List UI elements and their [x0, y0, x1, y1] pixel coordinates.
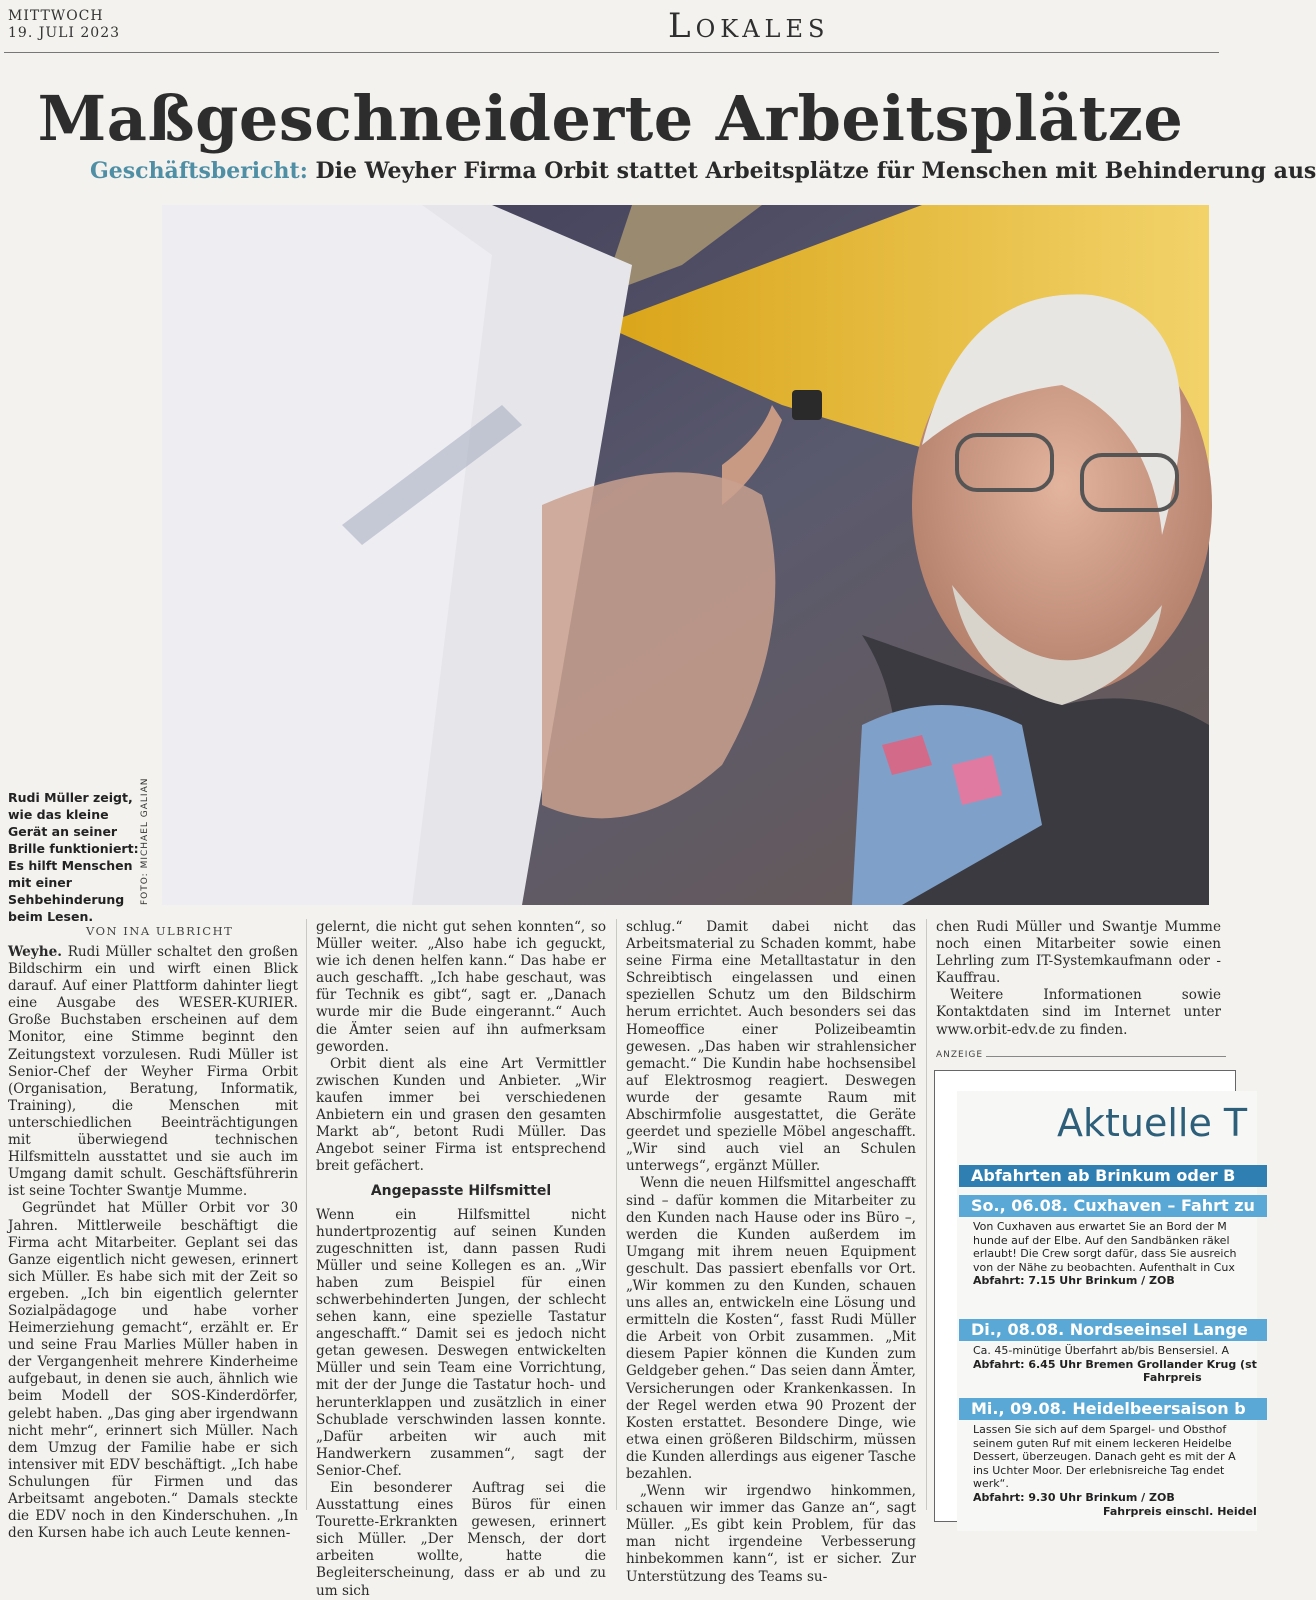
headline: Maßgeschneiderte Arbeitsplätze	[37, 82, 1184, 155]
ad-trip-text: Lassen Sie sich auf dem Spargel- und Obsthof seinem guten Ruf mit einem leckeren Heidelbe Dessert, überzeugen. Danach geht es mit der A ins Uchter Moor. Der erlebnisreiche Tag endet werk“. Abfahrt: 9.30 Uhr Brinkum / ZOB Fahrpreis einschl. Heidel	[973, 1423, 1257, 1518]
article-photo	[162, 205, 1209, 905]
subheadline	[90, 158, 1316, 184]
ad-rule	[986, 1056, 1226, 1057]
ad-content	[957, 1091, 1257, 1531]
column-divider	[616, 919, 617, 1510]
article-column-4	[936, 919, 1221, 1039]
column-divider	[926, 919, 927, 1510]
subhead-text: Die Weyher Firma Orbit stattet Arbeitsplätze für Menschen mit Behinderung aus	[307, 158, 1316, 184]
column-divider	[306, 919, 307, 1510]
ad-trip-text: Von Cuxhaven aus erwartet Sie an Bord der M hunde auf der Elbe. Auf den Sandbänken räkel erlaubt! Die Crew sorgt dafür, dass Sie ausreich von der Nähe zu beobachten. Aufenthalt in Cux Abfahrt: 7.15 Uhr Brinkum / ZOB	[973, 1220, 1237, 1288]
paragraph: Rudi Müller schaltet den großen Bildschirm ein und wirft einen Blick darauf. Auf einer Plattform dahinter liegt eine Ausgabe des WESER-KURIER. Große Buchstaben erscheinen auf dem Monitor, eine Stimme beginnt den Zeitungstext vorzulesen. Rudi Müller ist Senior-Chef der Weyher Firma Orbit (Organisation, Beratung, Informatik, Training), die Menschen mit unterschiedlichen Beeinträchtigungen mit überwiegend technischen Hilfsmitteln ausstattet und sie auch im Umgang damit schult. Geschäftsführerin ist seine Tochter Swantje Mumme.	[8, 944, 298, 1200]
ad-trip-text: Ca. 45-minütige Überfahrt ab/bis Bensersiel. A Abfahrt: 6.45 Uhr Bremen Grollander Krug (st Fahrpreis	[973, 1344, 1257, 1385]
advertisement[interactable]	[934, 1070, 1257, 1522]
paragraph: Gegründet hat Müller Orbit vor 30 Jahren. Mittlerweile beschäftigt die Firma acht Mitarbeiter. Geplant sei das Ganze eigentlich nicht gewesen, erinnert sich Müller. Es habe sich mit der Zeit so ergeben. „Ich bin eigentlich gelernter Sozialpädagoge und habe vorher Heimerziehung gemacht“, erzählt er. Er und seine Frau Marlies Müller haben in der Vergangenheit mehrere Kinderheime aufgebaut, in denen sie auch, ähnlich wie beim Modell der SOS-Kinderdörfer, gelebt haben. „Das ging aber irgendwann nicht mehr“, erinnert sich Müller. Nach dem Umzug der Familie habe er sich intensiver mit EDV beschäftigt. „Ich habe Schulungen für Firmen und das Arbeitsamt angeboten.“ Damals steckte die EDV noch in den Kinderschuhen. „In den Kursen habe ich auch Leute kennen-	[8, 1200, 298, 1542]
issue-date: 19. JULI 2023	[8, 25, 121, 41]
paragraph: Orbit dient als eine Art Vermittler zwischen Kunden und Anbieter. „Wir kaufen immer bei verschiedenen Anbietern ein und grasen den gesamten Markt ab“, betont Rudi Müller. Das Angebot seiner Firma ist entsprechend breit gefächert.	[316, 1055, 606, 1175]
paragraph: Wenn die neuen Hilfsmittel angeschafft sind – dafür kommen die Mitarbeiter zu den Kunden nach Hause oder ins Büro –, werden die Kunden außerdem im Umgang mit ihrem neuen Equipment geschult. Das passiert ebenfalls vor Ort. „Wir kommen zu den Kunden, schauen uns alles an, entwickeln eine Lösung und ermitteln die Kosten“, fasst Rudi Müller die Arbeit von Orbit zusammen. „Mit diesem Papier können die Kunden zum Geldgeber gehen.“ Das seien dann Ämter, Versicherungen oder Krankenkassen. In der Regel werden etwa 90 Prozent der Kosten erstattet. Besondere Dinge, wie etwa einen größeren Bildschirm, müssen die Kunden allerdings aus eigener Tasche bezahlen.	[626, 1175, 916, 1482]
article-column-1	[8, 944, 298, 1542]
photo-illustration	[162, 205, 1209, 905]
weekday: MITTWOCH	[8, 8, 104, 24]
byline: VON INA ULBRICHT	[86, 924, 234, 938]
dateline	[8, 8, 120, 42]
ad-trip-heading: Di., 08.08. Nordseeinsel Lange	[959, 1319, 1267, 1341]
subhead-keyword: Geschäftsbericht:	[90, 158, 308, 184]
ad-band: Abfahrten ab Brinkum oder B	[959, 1165, 1267, 1187]
section-subheading: Angepasste Hilfsmittel	[370, 1183, 552, 1200]
paragraph: „Wenn wir irgendwo hinkommen, schauen wir immer das Ganze an“, sagt Müller. „Es gibt kein Problem, für das man nicht irgendeine Verbesserung hinbekommen kann“, ist er sicher. Zur Unterstützung des Teams su-	[626, 1483, 916, 1585]
article-column-2	[316, 919, 606, 1600]
ad-trip-heading: Mi., 09.08. Heidelbeersaison b	[959, 1398, 1267, 1420]
paragraph: Ein besonderer Auftrag sei die Ausstattung eines Büros für einen Tourette-Erkrankten gewesen, erinnert sich Müller. „Der Mensch, der dort arbeiten wollte, hatte die Begleiterscheinung, dass er ab und zu um sich	[316, 1480, 606, 1599]
section-title: Lokales	[668, 6, 830, 46]
dateline-place: Weyhe.	[8, 944, 62, 960]
ad-title: Aktuelle T	[1057, 1101, 1248, 1145]
ad-trip-heading: So., 06.08. Cuxhaven – Fahrt zu	[959, 1195, 1267, 1217]
paragraph: Weitere Informationen sowie Kontaktdaten sind im Internet unter www.orbit-edv.de zu finden.	[936, 987, 1221, 1038]
paragraph: Wenn ein Hilfsmittel nicht hundertprozentig auf seinen Kunden zugeschnitten ist, dann passen Rudi Müller und seine Kollegen es an. „Wir haben zum Beispiel für einen schwerbehinderten Jungen, der schlecht sehen kann, eine spezielle Tastatur angeschafft.“ Damit sei es jedoch nicht getan gewesen. Deswegen entwickelten Müller und sein Team eine Vorrichtung, mit der der Junge die Tastatur hoch- und herunterklappen und zusätzlich in einer Schublade verschwinden lassen konnte. „Dafür arbeiten wir auch mit Handwerkern zusammen“, sagt der Senior-Chef.	[316, 1206, 606, 1479]
photo-credit: FOTO: MICHAEL GALIAN	[140, 777, 150, 905]
ad-label: ANZEIGE	[936, 1050, 984, 1060]
paragraph: gelernt, die nicht gut sehen konnten“, so Müller weiter. „Also habe ich geguckt, wie ich denen helfen kann.“ Das habe er auch geschafft. „Ich habe geschaut, was für Technik es gibt“, sagt er. „Danach wurde mir die Bude eingerannt.“ Auch die Ämter seien auf ihn aufmerksam geworden.	[316, 919, 606, 1055]
paragraph: schlug.“ Damit dabei nicht das Arbeitsmaterial zu Schaden kommt, habe seine Firma eine Metalltastatur in den Schreibtisch eingelassen und einen speziellen Schutz um den Bildschirm herum errichtet. Auch besonders sei das Homeoffice einer Polizeibeamtin gewesen. „Das haben wir strahlensicher gemacht.“ Die Kundin habe hochsensibel auf Elektrosmog reagiert. Deswegen wurde der gesamte Raum mit Abschirmfolie ausgestattet, die Geräte geerdet und spezielle Möbel angeschafft. „Wir sind auch viel an Schulen unterwegs“, ergänzt Müller.	[626, 919, 916, 1175]
header-rule	[4, 52, 1219, 53]
article-column-3	[626, 919, 916, 1586]
paragraph: chen Rudi Müller und Swantje Mumme noch einen Mitarbeiter sowie einen Lehrling zum IT-Systemkaufmann oder -Kauffrau.	[936, 919, 1221, 987]
photo-caption: Rudi Müller zeigt, wie das kleine Gerät an seiner Brille funktioniert: Es hilft Menschen mit einer Sehbehinderung beim Lesen.	[8, 790, 139, 924]
